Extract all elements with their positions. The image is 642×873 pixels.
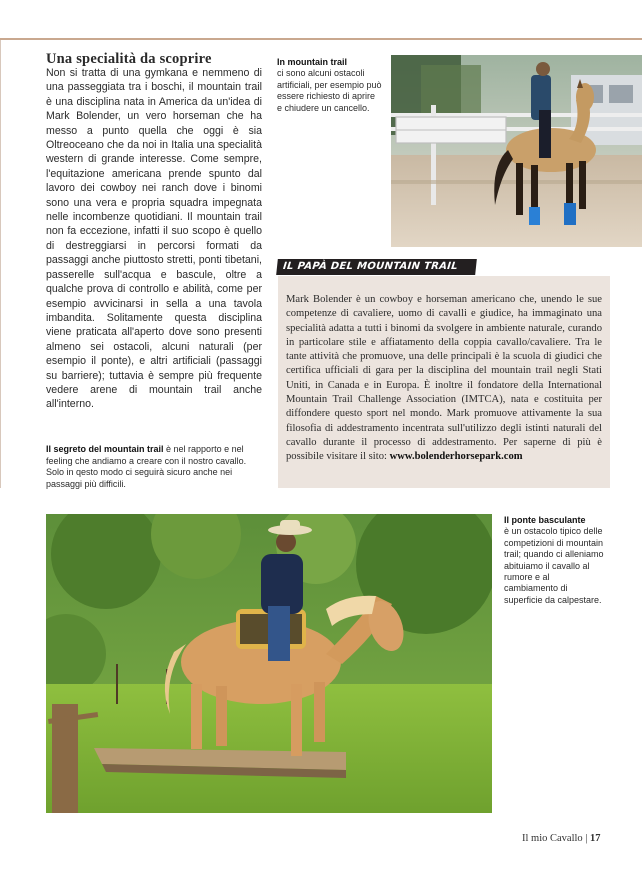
box-title: IL PAPÀ DEL MOUNTAIN TRAIL [276, 259, 477, 275]
caption-top-right [277, 57, 382, 114]
article-body: Non si tratta di una gymkana e nemmeno di una passeggiata tra i boschi, il mountain trail è una disciplina nata in America da un'idea di Mark Bolender, un vero horseman che ha messo a punto quella che oggi è sia Oltreoceano che da noi in Italia una specialità western di grande interesse. Come sempre, l'equitazione americana prende spunto dal lavoro dei cowboy nei ranch dove i binomi sono una vera e propria squadra impegnata nelle incombenze quotidiani. Il mountain trail non fa eccezione, infatti il suo scopo è quello di destreggiarsi in percorsi formati da passaggi anche piuttosto stretti, ponti tibetani, passerelle sull'acqua e bascule, oltre a qualche prova di controllo e abilità, come per esempio avvicinarsi in sella a una tavola imbandita. Solitamente questa disciplina viene praticata all'aperto dove sono presenti almeno sei ostacoli, alcuni naturali (per esempio il ponte), e altri artificiali (passaggi su barriere); tuttavia è sempre più frequente vedere arene di mountain trail anche all'interno. [46, 67, 262, 411]
photo-gate-obstacle [391, 55, 642, 247]
box-body: Mark Bolender è un cowboy e horseman americano che, unendo le sue competenze di cavaliere, uomo di cavalli e giudice, ha immaginato una specialità adatta a tutti i binomi da svolgere in ambiente naturale, curando in particolare stile e affiatamento della coppia cavallo/cavaliere. Tra le tante attività che promuove, una delle principali è la scuola di giudici che certifica ufficiali di gara per la disciplina del mountain trail negli Stati Uniti, in Canada e in Europa. È inoltre il fondatore della International Mountain Trail Challenge Association (IMTCA), nata e costituita per diffondere questo sport nel mondo. Mark promuove attivamente la sua filosofia di addestramento incentrata sull'utilizzo degli istinti naturali del cavallo durante il processo di addestramento. Per saperne di più è possibile visitare il sito: [286, 294, 602, 463]
caption-left [46, 444, 264, 490]
caption-right [504, 515, 604, 606]
caption-left-text: è nel rapporto e nel feeling che andiamo a creare con il nostro cavallo. Solo in qesto modo ci seguirà sicuro anche nei passaggi più difficili. [46, 444, 247, 489]
page-footer [522, 833, 601, 844]
gate-obstacle-illustration [391, 55, 642, 247]
box-text [286, 293, 602, 465]
bascule-bridge-illustration [46, 514, 492, 813]
photo-bascule-bridge [46, 514, 492, 813]
caption-top-right-text: ci sono alcuni ostacoli artificiali, per esempio può essere richiesto di aprire e chiudere un cancello. [277, 68, 382, 113]
folio-separator: | [582, 833, 591, 844]
column-rule [0, 40, 1, 488]
caption-top-right-lead: In mountain trail [277, 57, 348, 67]
magazine-name: Il mio Cavallo [522, 833, 583, 844]
website-link[interactable]: www.bolenderhorsepark.com [389, 451, 523, 463]
caption-right-lead: Il ponte basculante [504, 515, 586, 525]
top-rule [0, 38, 642, 40]
page-number: 17 [590, 833, 601, 844]
caption-left-lead: Il segreto del mountain trail [46, 444, 164, 454]
article-heading: Una specialità da scoprire [46, 51, 212, 67]
caption-right-text: è un ostacolo tipico delle competizioni di mountain trail; quando ci alleniamo abituiamo il cavallo al rumore e al cambiamento di superficie da calpestare. [504, 526, 604, 605]
